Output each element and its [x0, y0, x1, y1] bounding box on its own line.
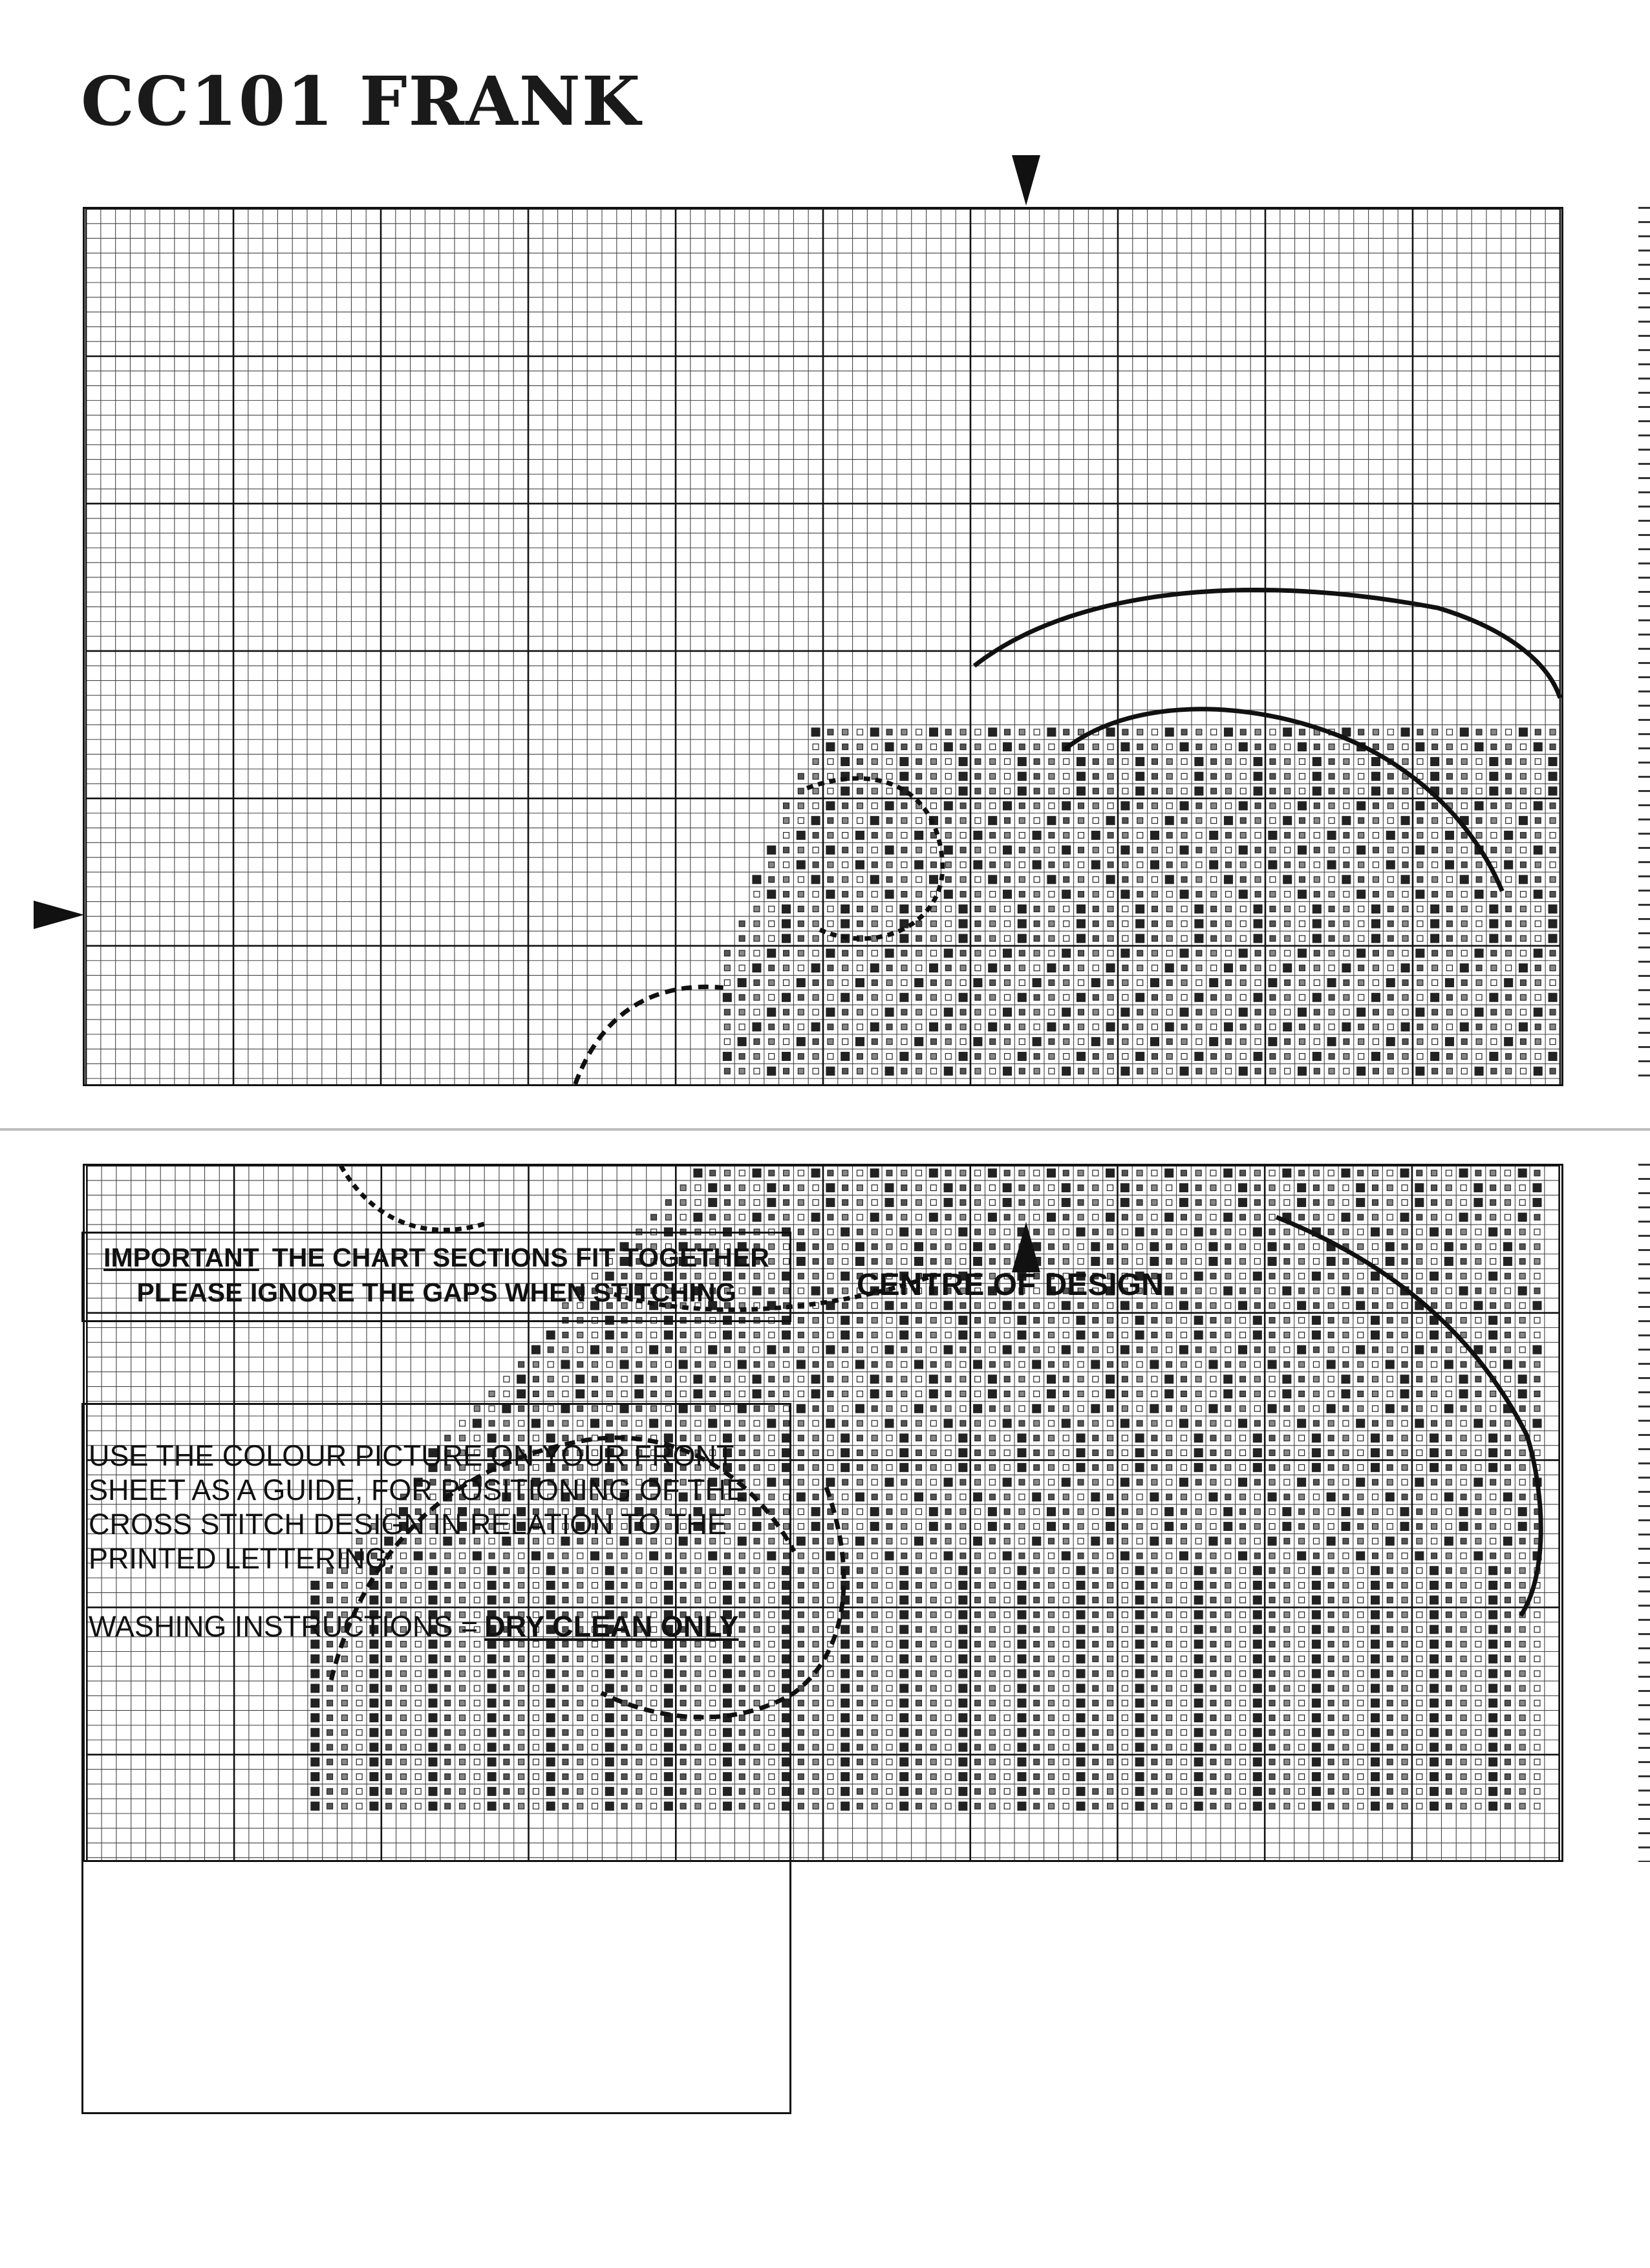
- important-notice: [81, 1232, 791, 1322]
- positioning-instructions: USE THE COLOUR PICTURE ON YOUR FRONT SHEET AS A GUIDE, FOR POSITIONING OF THE CROSS STITCH DESIGN IN RELATION TO THE PRINTED LETTERING.: [89, 1439, 746, 1575]
- notice-line-1: [83, 1240, 789, 1275]
- chart-section-top: [83, 207, 1563, 1086]
- instructions-box: [81, 1403, 791, 2114]
- adjacent-page-edge: [1638, 1164, 1650, 1862]
- fold-line: [0, 1128, 1650, 1131]
- document-title: CC101 FRANK: [81, 61, 642, 141]
- centre-of-design-label: CENTRE OF DESIGN: [857, 1268, 1164, 1302]
- design-outline-top-4: [575, 987, 723, 1084]
- stitch-grid-top: [85, 209, 1561, 1084]
- notice-line-1-text: THE CHART SECTIONS FIT TOGETHER: [272, 1243, 769, 1272]
- washing-value: DRY CLEAN ONLY: [484, 1610, 739, 1643]
- design-outline-bottom: [341, 1166, 486, 1230]
- washing-label: WASHING INSTRUCTIONS =: [89, 1610, 478, 1643]
- centre-marker-top-icon: [1012, 155, 1040, 206]
- notice-line-2: PLEASE IGNORE THE GAPS WHEN STITCHING: [136, 1278, 736, 1307]
- centre-marker-bottom-icon: [1012, 1222, 1040, 1272]
- design-outline-top: [974, 590, 1560, 698]
- centre-marker-left-icon: [34, 901, 84, 929]
- notice-highlight: IMPORTANT: [103, 1243, 259, 1272]
- washing-instructions: [89, 1609, 784, 1643]
- adjacent-page-edge: [1638, 207, 1650, 1086]
